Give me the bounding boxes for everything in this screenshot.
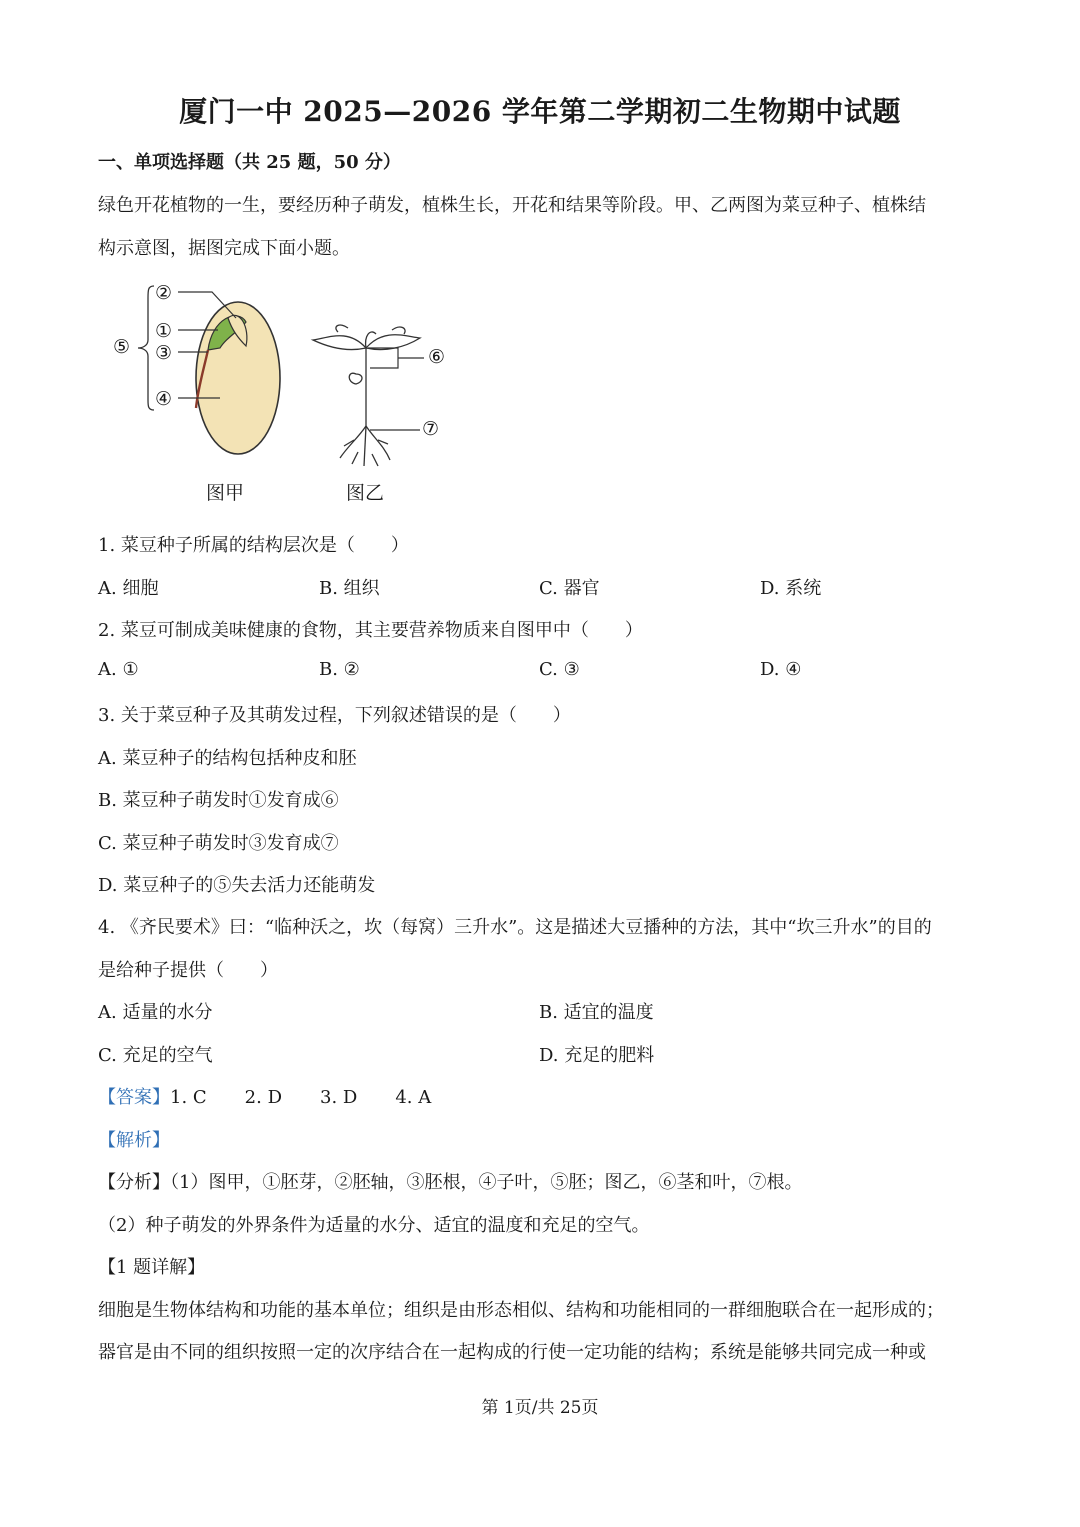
label-7: ⑦ [422, 418, 440, 440]
label-4: ④ [155, 388, 173, 410]
answer-item-3: 3. D [320, 1087, 358, 1108]
q2-option-a: A. ① [98, 659, 139, 680]
analysis-line-1 [98, 1168, 802, 1194]
bracket-5 [138, 286, 154, 410]
q3-option-b: B. 菜豆种子萌发时①发育成⑥ [98, 790, 339, 811]
label-5: ⑤ [113, 336, 131, 358]
bracket-6 [368, 348, 398, 368]
question-1-stem: 1. 菜豆种子所属的结构层次是（ ） [98, 535, 409, 556]
q4-option-d: D. 充足的肥料 [539, 1045, 655, 1066]
q3-option-c: C. 菜豆种子萌发时③发育成⑦ [98, 833, 339, 854]
detail-1-heading: 【1 题详解】 [98, 1257, 206, 1278]
q2-option-c: C. ③ [539, 659, 580, 680]
analysis-label: 【分析】 [98, 1172, 170, 1193]
answer-item-1: 1. C [170, 1087, 207, 1108]
q1-option-a: A. 细胞 [98, 578, 159, 599]
page-title: 厦门一中 2025—2026 学年第二学期初二生物期中试题 [179, 95, 901, 128]
q1-option-b: B. 组织 [319, 578, 380, 599]
label-6: ⑥ [428, 346, 446, 368]
analysis-heading: 【解析】 [98, 1130, 170, 1151]
q4-option-c: C. 充足的空气 [98, 1045, 213, 1066]
analysis-line-2: （2）种子萌发的外界条件为适量的水分、适宜的温度和充足的空气。 [98, 1215, 650, 1236]
caption-figure-b: 图乙 [346, 482, 385, 504]
question-3-stem: 3. 关于菜豆种子及其萌发过程，下列叙述错误的是（ ） [98, 705, 571, 726]
label-1: ① [155, 320, 173, 342]
q4-option-b: B. 适宜的温度 [539, 1002, 654, 1023]
section-heading: 一、单项选择题（共 25 题，50 分） [98, 152, 401, 173]
question-4-stem-line-1: 4. 《齐民要术》曰：“临种沃之，坎（每窝）三升水”。这是描述大豆播种的方法，其中“坎三升水”的目的 [98, 917, 932, 938]
page-footer: 第 1页/共 25页 [481, 1398, 599, 1418]
answer-item-4: 4. A [395, 1087, 432, 1108]
intro-line-2: 构示意图，据图完成下面小题。 [98, 238, 350, 259]
q3-option-d: D. 菜豆种子的⑤失去活力还能萌发 [98, 875, 376, 896]
answer-label: 【答案】 [98, 1087, 170, 1108]
answer-row [98, 1083, 469, 1109]
q2-option-d: D. ④ [760, 659, 802, 680]
detail-1-line-2: 器官是由不同的组织按照一定的次序结合在一起构成的行使一定功能的结构；系统是能够共同完成一种或 [98, 1342, 926, 1363]
intro-line-1: 绿色开花植物的一生，要经历种子萌发，植株生长，开花和结果等阶段。甲、乙两图为菜豆种子、植株结 [98, 195, 926, 216]
question-2-stem: 2. 菜豆可制成美味健康的食物，其主要营养物质来自图甲中（ ） [98, 620, 643, 641]
q1-option-c: C. 器官 [539, 578, 600, 599]
caption-figure-a: 图甲 [206, 482, 245, 504]
answer-item-2: 2. D [244, 1087, 282, 1108]
q4-option-a: A. 适量的水分 [98, 1002, 213, 1023]
question-4-stem-line-2: 是给种子提供（ ） [98, 960, 278, 981]
label-2: ② [155, 282, 173, 304]
label-3: ③ [155, 342, 173, 364]
q2-option-b: B. ② [319, 659, 360, 680]
q3-option-a: A. 菜豆种子的结构包括种皮和胚 [98, 748, 357, 769]
detail-1-line-1: 细胞是生物体结构和功能的基本单位；组织是由形态相似、结构和功能相同的一群细胞联合在一起形成的； [98, 1300, 944, 1321]
analysis-text-1: （1）图甲，①胚芽，②胚轴，③胚根，④子叶，⑤胚；图乙，⑥茎和叶，⑦根。 [170, 1172, 803, 1193]
plant-drawing [313, 325, 420, 466]
q1-option-d: D. 系统 [760, 578, 822, 599]
seed-plant-figure [108, 278, 468, 508]
